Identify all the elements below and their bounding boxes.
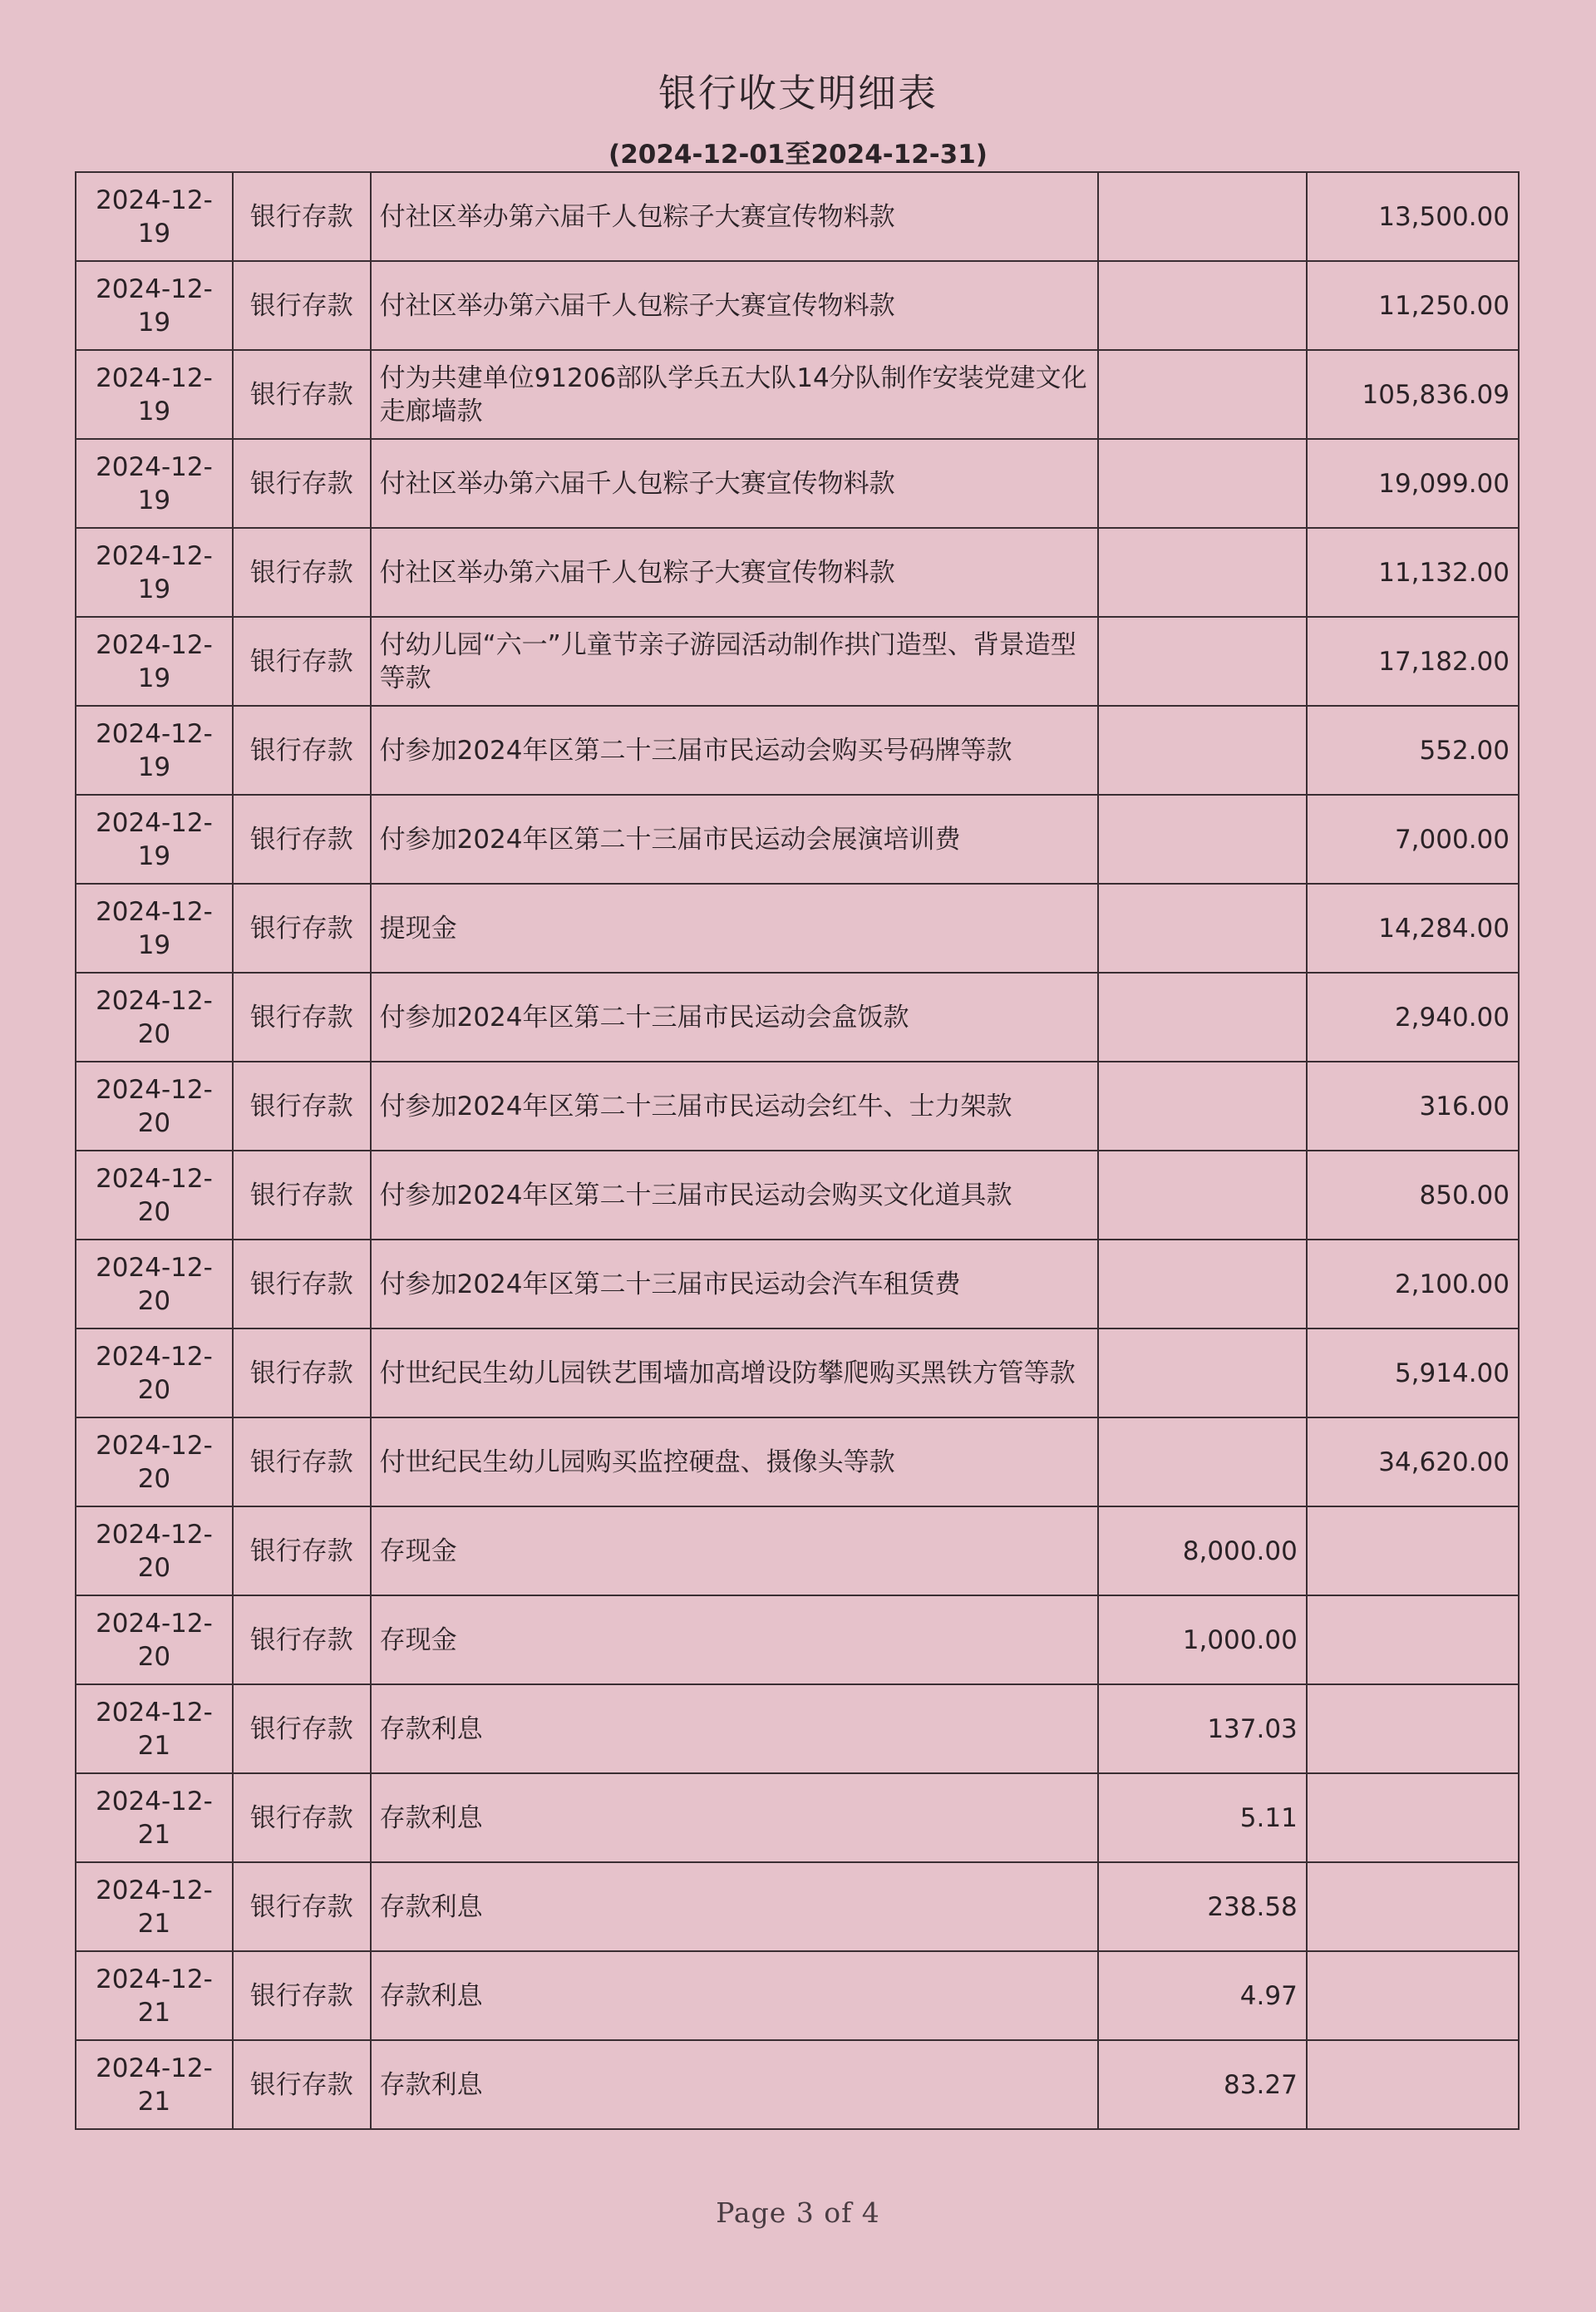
date-cell: 2024-12-19	[76, 261, 233, 350]
description-cell: 付社区举办第六届千人包粽子大赛宣传物料款	[371, 172, 1098, 261]
date-cell: 2024-12-19	[76, 884, 233, 973]
account-cell: 银行存款	[233, 261, 371, 350]
debit-amount-cell: 8,000.00	[1098, 1506, 1307, 1595]
debit-amount-cell: 137.03	[1098, 1684, 1307, 1773]
description-cell: 提现金	[371, 884, 1098, 973]
credit-amount-cell: 7,000.00	[1307, 795, 1519, 884]
debit-amount-cell: 1,000.00	[1098, 1595, 1307, 1684]
debit-amount-cell	[1098, 706, 1307, 795]
description-cell: 存款利息	[371, 1773, 1098, 1862]
account-cell: 银行存款	[233, 1773, 371, 1862]
date-cell: 2024-12-20	[76, 1062, 233, 1151]
debit-amount-cell	[1098, 795, 1307, 884]
debit-amount-cell	[1098, 350, 1307, 439]
debit-amount-cell: 5.11	[1098, 1773, 1307, 1862]
credit-amount-cell	[1307, 1862, 1519, 1951]
date-cell: 2024-12-20	[76, 1506, 233, 1595]
debit-amount-cell	[1098, 528, 1307, 617]
credit-amount-cell	[1307, 1684, 1519, 1773]
credit-amount-cell: 105,836.09	[1307, 350, 1519, 439]
table-row	[76, 439, 1519, 528]
account-cell: 银行存款	[233, 350, 371, 439]
debit-amount-cell	[1098, 439, 1307, 528]
credit-amount-cell: 13,500.00	[1307, 172, 1519, 261]
description-cell: 存款利息	[371, 1951, 1098, 2040]
credit-amount-cell: 850.00	[1307, 1151, 1519, 1240]
credit-amount-cell: 19,099.00	[1307, 439, 1519, 528]
date-cell: 2024-12-21	[76, 1951, 233, 2040]
debit-amount-cell	[1098, 1151, 1307, 1240]
description-cell: 付世纪民生幼儿园购买监控硬盘、摄像头等款	[371, 1417, 1098, 1506]
date-cell: 2024-12-20	[76, 1595, 233, 1684]
table-row	[76, 1329, 1519, 1417]
date-cell: 2024-12-19	[76, 439, 233, 528]
description-cell: 付参加2024年区第二十三届市民运动会汽车租赁费	[371, 1240, 1098, 1329]
date-cell: 2024-12-21	[76, 2040, 233, 2129]
description-cell: 存款利息	[371, 1684, 1098, 1773]
credit-amount-cell	[1307, 1506, 1519, 1595]
debit-amount-cell	[1098, 884, 1307, 973]
account-cell: 银行存款	[233, 1951, 371, 2040]
date-cell: 2024-12-21	[76, 1684, 233, 1773]
description-cell: 付参加2024年区第二十三届市民运动会展演培训费	[371, 795, 1098, 884]
account-cell: 银行存款	[233, 1506, 371, 1595]
description-cell: 付参加2024年区第二十三届市民运动会盒饭款	[371, 973, 1098, 1062]
description-cell: 存款利息	[371, 2040, 1098, 2129]
debit-amount-cell: 83.27	[1098, 2040, 1307, 2129]
table-row	[76, 1684, 1519, 1773]
description-cell: 付社区举办第六届千人包粽子大赛宣传物料款	[371, 439, 1098, 528]
credit-amount-cell: 2,100.00	[1307, 1240, 1519, 1329]
page-title: 银行收支明细表	[658, 71, 938, 116]
table-row	[76, 528, 1519, 617]
debit-amount-cell	[1098, 1240, 1307, 1329]
debit-amount-cell: 4.97	[1098, 1951, 1307, 2040]
debit-amount-cell	[1098, 1417, 1307, 1506]
debit-amount-cell	[1098, 1062, 1307, 1151]
table-row	[76, 350, 1519, 439]
credit-amount-cell	[1307, 1951, 1519, 2040]
credit-amount-cell: 2,940.00	[1307, 973, 1519, 1062]
credit-amount-cell: 17,182.00	[1307, 617, 1519, 706]
description-cell: 付参加2024年区第二十三届市民运动会购买文化道具款	[371, 1151, 1098, 1240]
description-cell: 存现金	[371, 1595, 1098, 1684]
page-number: Page 3 of 4	[716, 2196, 880, 2229]
description-cell: 付参加2024年区第二十三届市民运动会红牛、士力架款	[371, 1062, 1098, 1151]
description-cell: 付社区举办第六届千人包粽子大赛宣传物料款	[371, 261, 1098, 350]
table-row	[76, 2040, 1519, 2129]
date-cell: 2024-12-20	[76, 1417, 233, 1506]
debit-amount-cell	[1098, 1329, 1307, 1417]
date-cell: 2024-12-19	[76, 706, 233, 795]
credit-amount-cell: 5,914.00	[1307, 1329, 1519, 1417]
table-row	[76, 1595, 1519, 1684]
table-row	[76, 1151, 1519, 1240]
table-row	[76, 1951, 1519, 2040]
account-cell: 银行存款	[233, 528, 371, 617]
account-cell: 银行存款	[233, 172, 371, 261]
date-cell: 2024-12-19	[76, 528, 233, 617]
account-cell: 银行存款	[233, 1062, 371, 1151]
date-range: (2024-12-01至2024-12-31)	[608, 140, 988, 170]
table-row	[76, 617, 1519, 706]
account-cell: 银行存款	[233, 1151, 371, 1240]
table-row	[76, 1240, 1519, 1329]
debit-amount-cell	[1098, 973, 1307, 1062]
table-row	[76, 172, 1519, 261]
table-row	[76, 1862, 1519, 1951]
debit-amount-cell	[1098, 617, 1307, 706]
date-cell: 2024-12-19	[76, 172, 233, 261]
account-cell: 银行存款	[233, 617, 371, 706]
credit-amount-cell	[1307, 2040, 1519, 2129]
table-row	[76, 706, 1519, 795]
description-cell: 付为共建单位91206部队学兵五大队14分队制作安装党建文化走廊墙款	[371, 350, 1098, 439]
table-row	[76, 261, 1519, 350]
table-row	[76, 795, 1519, 884]
table-row	[76, 1506, 1519, 1595]
date-cell: 2024-12-20	[76, 973, 233, 1062]
ledger-body	[76, 172, 1519, 2129]
debit-amount-cell: 238.58	[1098, 1862, 1307, 1951]
credit-amount-cell: 11,132.00	[1307, 528, 1519, 617]
date-cell: 2024-12-19	[76, 795, 233, 884]
account-cell: 银行存款	[233, 1595, 371, 1684]
credit-amount-cell: 11,250.00	[1307, 261, 1519, 350]
description-cell: 付社区举办第六届千人包粽子大赛宣传物料款	[371, 528, 1098, 617]
date-cell: 2024-12-21	[76, 1862, 233, 1951]
debit-amount-cell	[1098, 172, 1307, 261]
account-cell: 银行存款	[233, 1684, 371, 1773]
table-row	[76, 1773, 1519, 1862]
account-cell: 银行存款	[233, 1329, 371, 1417]
debit-amount-cell	[1098, 261, 1307, 350]
account-cell: 银行存款	[233, 1240, 371, 1329]
account-cell: 银行存款	[233, 884, 371, 973]
table-row	[76, 1417, 1519, 1506]
credit-amount-cell: 14,284.00	[1307, 884, 1519, 973]
table-row	[76, 884, 1519, 973]
date-cell: 2024-12-21	[76, 1773, 233, 1862]
table-row	[76, 973, 1519, 1062]
account-cell: 银行存款	[233, 795, 371, 884]
credit-amount-cell	[1307, 1773, 1519, 1862]
account-cell: 银行存款	[233, 973, 371, 1062]
date-cell: 2024-12-20	[76, 1329, 233, 1417]
description-cell: 付世纪民生幼儿园铁艺围墙加高增设防攀爬购买黑铁方管等款	[371, 1329, 1098, 1417]
description-cell: 付幼儿园“六一”儿童节亲子游园活动制作拱门造型、背景造型等款	[371, 617, 1098, 706]
credit-amount-cell: 552.00	[1307, 706, 1519, 795]
description-cell: 存现金	[371, 1506, 1098, 1595]
credit-amount-cell: 316.00	[1307, 1062, 1519, 1151]
table-row	[76, 1062, 1519, 1151]
account-cell: 银行存款	[233, 1417, 371, 1506]
date-cell: 2024-12-20	[76, 1240, 233, 1329]
account-cell: 银行存款	[233, 439, 371, 528]
description-cell: 付参加2024年区第二十三届市民运动会购买号码牌等款	[371, 706, 1098, 795]
account-cell: 银行存款	[233, 706, 371, 795]
description-cell: 存款利息	[371, 1862, 1098, 1951]
credit-amount-cell	[1307, 1595, 1519, 1684]
date-cell: 2024-12-19	[76, 617, 233, 706]
date-cell: 2024-12-20	[76, 1151, 233, 1240]
credit-amount-cell: 34,620.00	[1307, 1417, 1519, 1506]
account-cell: 银行存款	[233, 2040, 371, 2129]
ledger-table	[75, 171, 1520, 2130]
account-cell: 银行存款	[233, 1862, 371, 1951]
date-cell: 2024-12-19	[76, 350, 233, 439]
